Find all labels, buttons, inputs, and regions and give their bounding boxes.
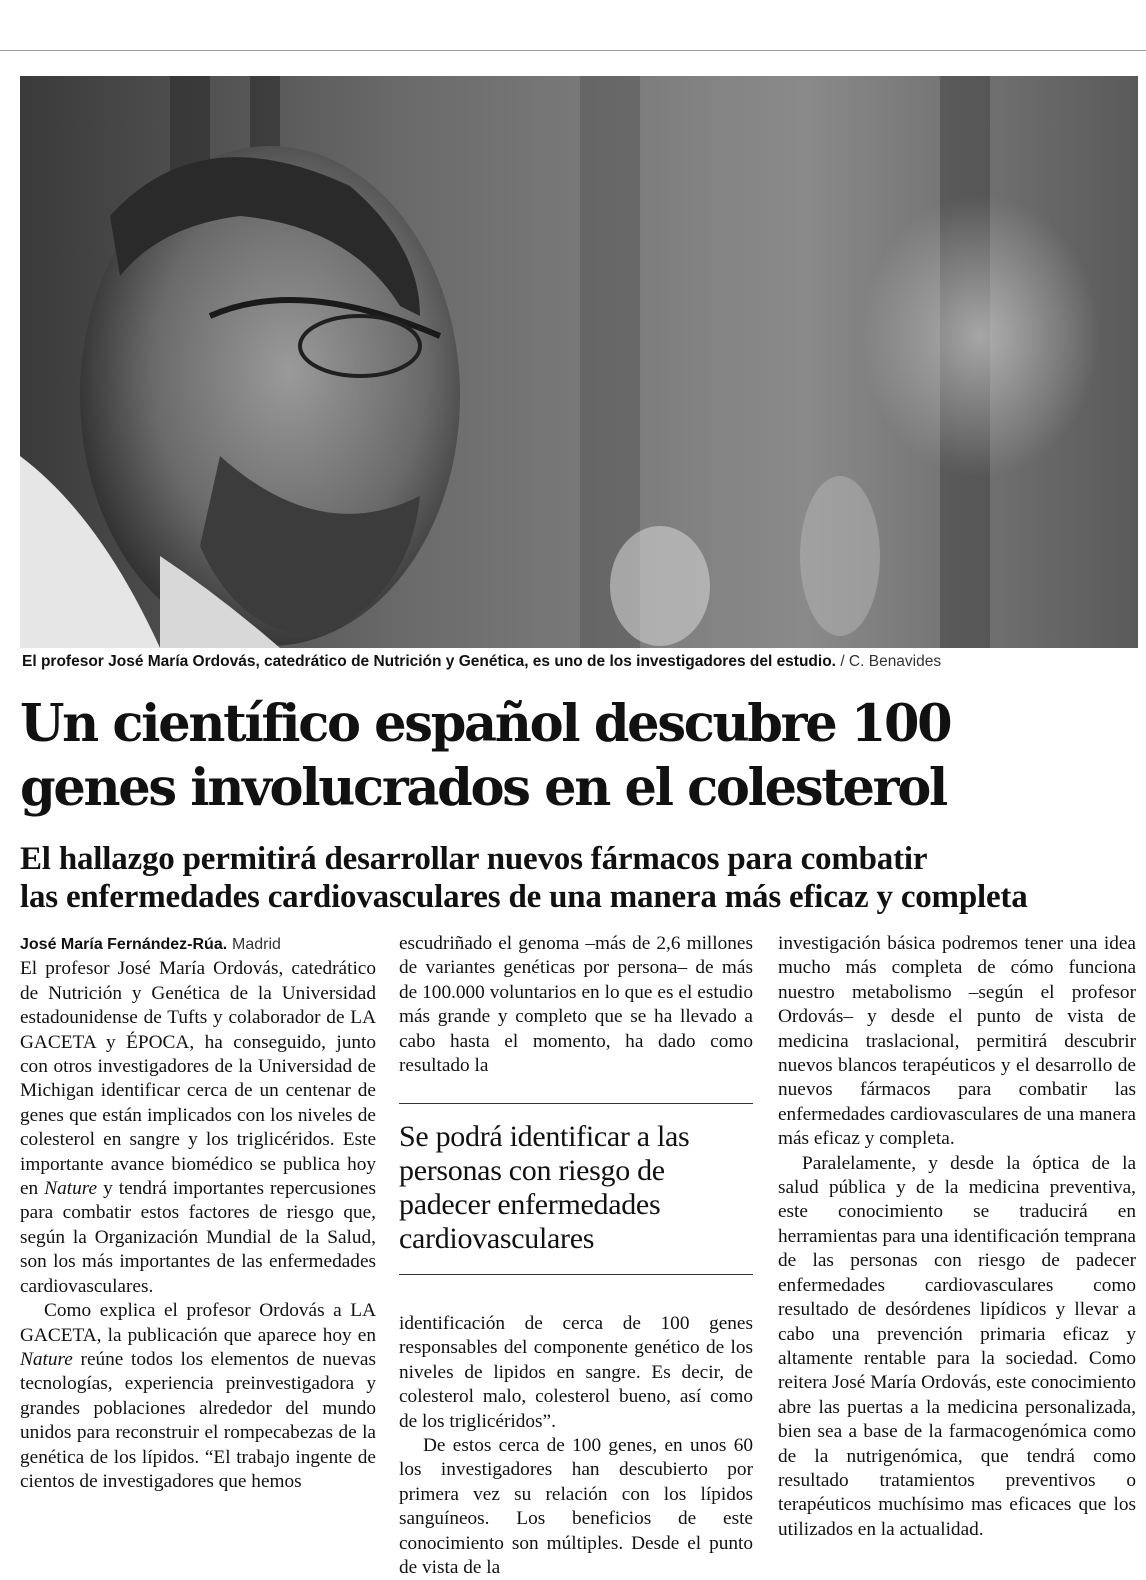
subheadline [20,840,1140,916]
article-photo [20,76,1138,648]
headline [20,692,1140,820]
column-3-paragraph-1: investigación básica podremos tener una idea mucho más completa de cómo funciona nuestro metabolismo –según el profesor Ordovás– y desde el punto de vista de medicina traslacional, permitirá descubrir nuevos blancos terapéuticos y el desarrollo de nuevos fármacos para combatir las enfermedades cardiovasculares de una manera más eficaz y completa. [778,933,1136,1150]
pull-quote [399,1103,753,1275]
subheadline-line-1: El hallazgo permitirá desarrollar nuevos fármacos para combatir [20,841,928,877]
article-column-3 [778,932,1136,1542]
c1p1-end: y tendrá importantes repercusiones para combatir estos factores de riesgo que, según la Organización Mundial de la Salud, son los más importantes de las enfermedades cardiovasculares. [20,1178,376,1297]
column-1-paragraph-2 [20,1299,376,1494]
byline [20,932,376,957]
c1p1-text: El profesor José María Ordovás, catedrático de Nutrición y Genética de la Universidad estadounidense de Tufts y colaborador de LA GACETA y ÉPOCA, ha conseguido, junto con otros investigadores de la Universidad de Michigan identificar cerca de un centenar de genes que están implicados con los niveles de colesterol en sangre y los triglicéridos. Este importante avance biomédico se publica hoy en [20,958,376,1200]
byline-author: José María Fernández-Rúa. [20,936,228,953]
photo-credit: / C. Benavides [840,653,942,670]
headline-line-2: genes involucrados en el colesterol [20,758,947,818]
subheadline-line-2: las enfermedades cardiovasculares de una manera más eficaz y completa [20,879,1028,915]
column-2-paragraph-1: escudriñado el genoma –más de 2,6 millones de variantes genéticas por persona– de más de 100.000 voluntarios en lo que es el estudio más grande y completo que se ha llevado a cabo hasta el momento, ha dado como resultado la [399,933,753,1077]
c1p2-italic: Nature [20,1348,73,1370]
top-rule [0,50,1146,51]
c1p2-b: reúne todos los elementos de nuevas tecnologías, experiencia preinvestigadora y grandes poblaciones alrededor del mundo unidos para reconstruir el rompecabezas de la genética de los lípidos. “El trabajo ingente de cientos de investigadores que hemos [20,1348,376,1492]
pull-quote-text: Se podrá identificar a las personas con riesgo de padecer enfermedades cardiovasculares [399,1120,690,1255]
c1p1-italic: Nature [44,1178,98,1200]
caption-text: El profesor José María Ordovás, catedrático de Nutrición y Genética, es uno de los investigadores del estudio. [22,653,836,670]
column-3-paragraph-2: Paralelamente, y desde la óptica de la salud pública y de la medicina preventiva, este conocimiento se traducirá en herramientas para una identificación temprana de las personas con riesgo de padecer enfermedades cardiovasculares como resultado de desórdenes lipídicos y llevar a cabo una prevención primaria eficaz y altamente rentable para la sociedad. Como reitera José María Ordovás, este conocimiento abre las puertas a la medicina personalizada, bien sea a base de la farmacogenómica como de la nutrigenómica, que tendrá como resultado tratamientos preventivos o terapéuticos muchísimo mas eficaces que los utilizados en la actualidad. [778,1152,1136,1540]
article-column-2 [399,932,753,1078]
photo-image [20,76,1138,648]
c1p2-a: Como explica el profesor Ordovás a LA GACETA, la publicación que aparece hoy en [20,1300,376,1346]
column-1-paragraph-1 [20,957,376,1299]
column-2-paragraph-3: De estos cerca de 100 genes, en unos 60 los investigadores han descubierto por primera vez su relación con los lípidos sanguíneos. Los beneficios de este conocimiento son múltiples. Desde el punto de vista de la [399,1435,753,1579]
article-column-2-continued [399,1312,753,1580]
headline-line-1: Un científico español descubre 100 [20,694,951,754]
column-2-paragraph-2: identificación de cerca de 100 genes responsables del componente genético de los niveles de lipidos en sangre. Es decir, de colesterol malo, colesterol bueno, así como de los triglicéridos”. [399,1313,753,1432]
photo-caption [22,652,1142,672]
article-column-1 [20,932,376,1494]
byline-place: Madrid [232,936,281,953]
